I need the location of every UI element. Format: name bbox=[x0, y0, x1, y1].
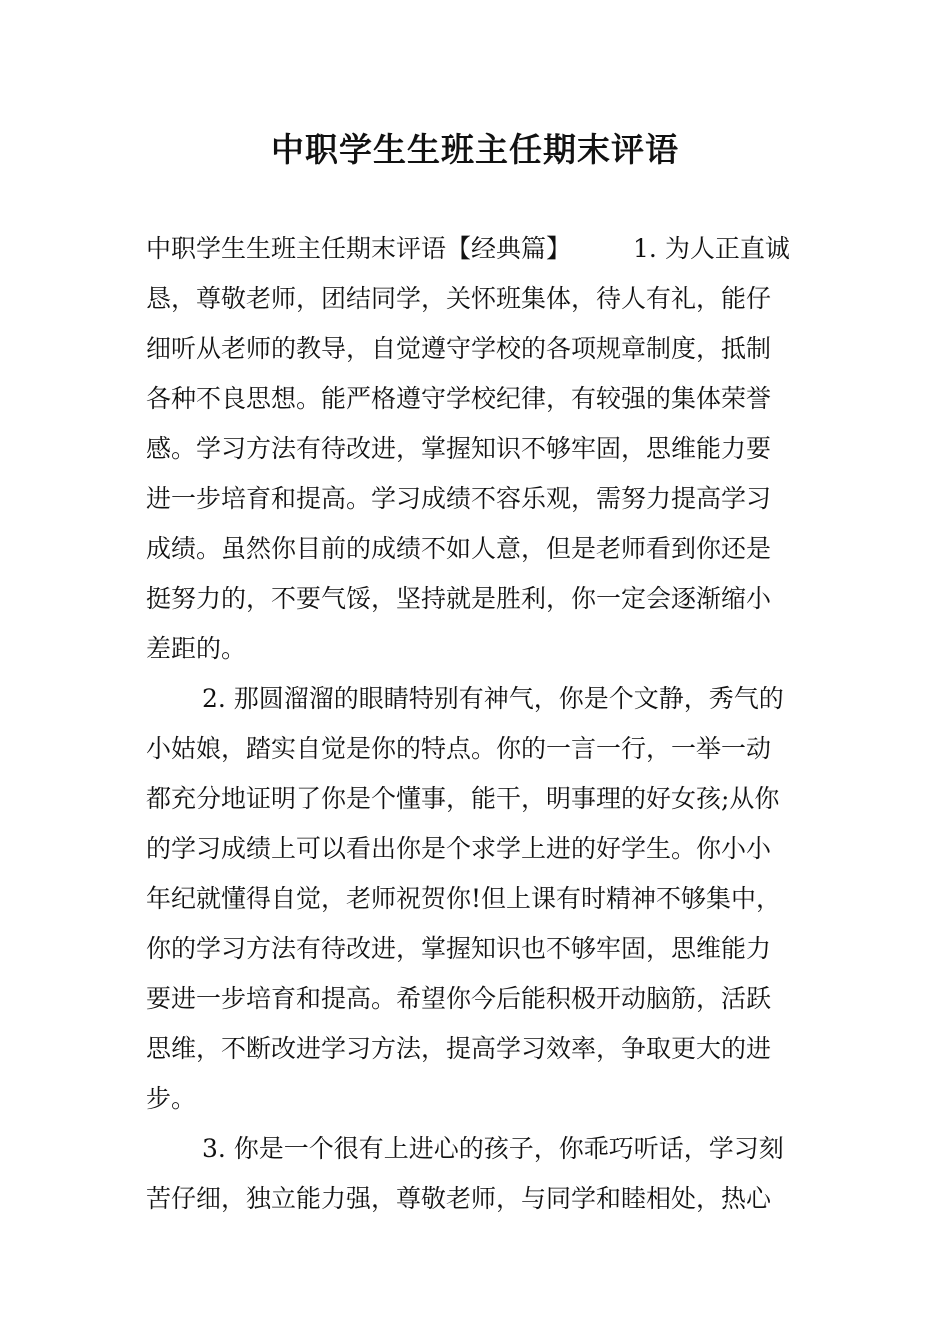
text-line: 2. 那圆溜溜的眼睛特别有神气，你是个文静，秀气的 bbox=[202, 684, 784, 713]
text-line: 都充分地证明了你是个懂事，能干，明事理的好女孩;从你 bbox=[146, 784, 780, 813]
text-line bbox=[146, 224, 806, 274]
text-line: 成绩。虽然你目前的成绩不如人意，但是老师看到你还是 bbox=[146, 534, 772, 563]
text-line: 感。学习方法有待改进，掌握知识不够牢固，思维能力要 bbox=[146, 434, 772, 463]
section-heading: 中职学生生班主任期末评语【经典篇】 bbox=[146, 234, 572, 263]
text-line: 差距的。 bbox=[146, 634, 247, 663]
text-line: 各种不良思想。能严格遵守学校纪律，有较强的集体荣誉 bbox=[146, 384, 772, 413]
paragraph-3 bbox=[146, 1124, 806, 1224]
text-line: 年纪就懂得自觉，老师祝贺你!但上课有时精神不够集中， bbox=[146, 884, 782, 913]
text-line: 步。 bbox=[146, 1084, 197, 1113]
text-line: 细听从老师的教导，自觉遵守学校的各项规章制度，抵制 bbox=[146, 334, 772, 363]
text-line: 小姑娘，踏实自觉是你的特点。你的一言一行，一举一动 bbox=[146, 734, 772, 763]
paragraph-2 bbox=[146, 674, 806, 1124]
paragraph-1 bbox=[146, 224, 806, 674]
text-line: 苦仔细，独立能力强，尊敬老师，与同学和睦相处，热心 bbox=[146, 1184, 772, 1213]
text-line: 的学习成绩上可以看出你是个求学上进的好学生。你小小 bbox=[146, 834, 772, 863]
text-line: 3. 你是一个很有上进心的孩子，你乖巧听话，学习刻 bbox=[202, 1134, 784, 1163]
document-body bbox=[146, 224, 806, 1224]
text-line: 思维，不断改进学习方法，提高学习效率，争取更大的进 bbox=[146, 1034, 772, 1063]
text-line: 你的学习方法有待改进，掌握知识也不够牢固，思维能力 bbox=[146, 934, 772, 963]
page-title: 中职学生生班主任期末评语 bbox=[271, 130, 679, 169]
item-1-start: 1. 为人正直诚 bbox=[633, 234, 790, 263]
text-line: 要进一步培育和提高。希望你今后能积极开动脑筋，活跃 bbox=[146, 984, 772, 1013]
text-line: 恳，尊敬老师，团结同学，关怀班集体，待人有礼，能仔 bbox=[146, 284, 772, 313]
text-line: 进一步培育和提高。学习成绩不容乐观，需努力提高学习 bbox=[146, 484, 772, 513]
text-line: 挺努力的，不要气馁，坚持就是胜利，你一定会逐渐缩小 bbox=[146, 584, 772, 613]
